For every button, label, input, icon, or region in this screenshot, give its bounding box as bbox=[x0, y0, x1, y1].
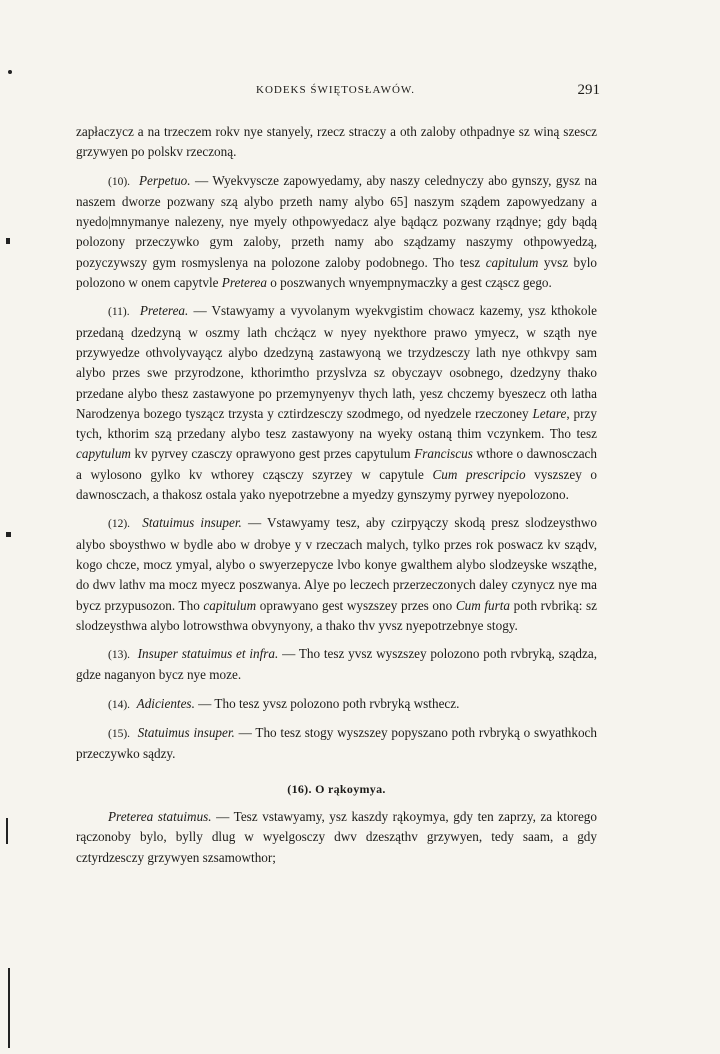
running-title: KODEKS ŚWIĘTOSŁAWÓW. bbox=[256, 84, 416, 96]
article-number: (13). bbox=[108, 649, 131, 662]
paragraph-15 bbox=[76, 723, 597, 765]
paragraph-16 bbox=[76, 807, 597, 868]
latin-reference: Cum furta bbox=[455, 597, 510, 613]
margin-bracket-left bbox=[8, 968, 10, 1048]
latin-incipit: Statuimus insuper. bbox=[137, 725, 235, 741]
margin-mark-left bbox=[6, 532, 11, 537]
article-number: (12). bbox=[108, 518, 131, 531]
latin-reference: capytulum bbox=[76, 446, 131, 462]
paragraph-text: — Tesz vstawyamy, ysz kaszdy rąkoymya, gdy ten zaprzy, za ktorego rączonoby bylo, bylly dlug w wyelgosczy dwv dzesząthv grzywyen, tedy saam, a gdy cztyrdzesczy grzywyen szsamowthor; bbox=[76, 808, 597, 865]
margin-mark-left bbox=[8, 70, 12, 74]
latin-incipit: Preterea statuimus. bbox=[108, 808, 212, 824]
paragraph-14 bbox=[76, 694, 597, 715]
latin-reference: capitulum bbox=[485, 254, 539, 270]
margin-mark-left bbox=[6, 238, 10, 244]
margin-bracket-left bbox=[6, 818, 8, 844]
paragraph-text: — Tho tesz yvsz wyszszey polozono poth rvbryką, sządza, gdze naganyon bycz nye moze. bbox=[76, 646, 598, 683]
article-number: (15). bbox=[108, 728, 131, 741]
paragraph-text: naszym sządem zapowyedzany a nyedo|mnymanye nalezeny, nye myely othpowyedacz alye bądącz pozwany rządnye; gdy bądą polozony przeczywko gym zaloby, przeth namy abo sządzamy naszymy othpowyedzą, pozyczywszy gym rosmyslenya na polozone zaloby podobnego. Tho tesz bbox=[76, 193, 597, 270]
latin-reference: capitulum bbox=[203, 597, 257, 613]
paragraph-text: oprawyano gest wyszszey przes ono bbox=[256, 597, 456, 613]
latin-reference: Cum prescripcio bbox=[432, 466, 526, 482]
paragraph-continuation bbox=[76, 122, 597, 163]
paragraph-text: zapłaczycz a na trzeczem rokv nye stanyely, rzecz straczy a oth zaloby othpadnye sz winą szescz grzywyen po polskv rzeczoną. bbox=[76, 124, 597, 160]
article-number: (14). bbox=[108, 698, 131, 711]
article-number: (10). bbox=[108, 175, 131, 188]
latin-incipit: Insuper statuimus et infra. bbox=[137, 646, 279, 662]
paragraph-text: , przy tych, kthorim szą przedany alybo tesz zastawyony na wyeky ostaną thim vczynkem. Tho tesz bbox=[76, 405, 597, 442]
paragraph-text: o poszwanych wnyempnymaczky a gest cząscz gego. bbox=[266, 275, 552, 291]
section-heading: (16). O rąkoymya. bbox=[287, 781, 386, 796]
paragraph-text: — Tho tesz stogy wyszszey popyszano poth rvbryką o swyathkoch przeczywko sądzy. bbox=[76, 725, 598, 762]
page-header bbox=[76, 84, 600, 104]
paragraph-text: wthore o dawnosczach a wylosono gylko kv wthorey cząsczy szyrzey w capytule bbox=[76, 446, 597, 482]
paragraph-text: — Tho tesz yvsz polozono poth rvbryką wsthecz. bbox=[194, 695, 460, 711]
latin-reference: Franciscus bbox=[414, 446, 473, 462]
paragraph-text: yvsz bylo polozono w onem capytvle bbox=[76, 254, 597, 291]
paragraph-12 bbox=[76, 513, 597, 636]
latin-incipit: Adicientes. bbox=[136, 695, 195, 711]
paragraph-text: — Vstawyamy a vyvolanym wyekvgistim chowacz kazemy, ysz kthokole przedaną dzedzyną w oszmy lath chcżącz w nyey nyekthore prawo ymyecz, w sząth nye przywyedze othvolyvayącz alybo dzedzyną zastawyoną we trzydzesczy lath nye othkvpy sam alybo przes swe przyrodzone, kthorimtho przyslvza sz obyczayv osobnego, dzedzyny thako przedane alybo thesz zastawyone po przemynyenyv thych lath, yesz chczemy byeszecz oth latha Narodzenya bozego tyszącz trzysta y cztirdzesczy szodmego, od nyedzele rzeczoney bbox=[76, 303, 597, 421]
paragraph-13 bbox=[76, 644, 597, 686]
page-number: 291 bbox=[577, 82, 600, 98]
latin-reference: Letare bbox=[532, 405, 567, 421]
latin-incipit: Preterea. bbox=[139, 303, 189, 319]
paragraph-11 bbox=[76, 301, 597, 505]
latin-reference: Preterea bbox=[221, 275, 267, 291]
latin-incipit: Perpetuo. bbox=[138, 172, 191, 188]
paragraph-10 bbox=[76, 171, 597, 294]
paragraph-text: — Vstawyamy tesz, aby czirpyączy skodą presz slodzeysthwo alybo sboysthwo w bydle abo w drobye y v rzeczach malych, tylko przes rok poswacz kv sządv, kogo chcze, mocz ymyal, alybo o swyerzepycze lvbo konye gwalthem alybo slodzeyske wsząthe, do dwv lathv ma mocz myecz poszwanya. Alye po leczech przerzeczonych daley czynycz nye ma bycz przypusozon. Tho bbox=[76, 515, 598, 613]
article-number: (11). bbox=[108, 306, 130, 319]
paragraph-text: poth rvbriką: sz slodzeysthwa alybo lotrowsthwa obvynyony, a thako thv yvsz nyepotrzebnye stogy. bbox=[76, 597, 597, 633]
paragraph-text: kv pyrvey czasczy oprawyono gest przes capytulum bbox=[130, 446, 415, 462]
latin-incipit: Statuimus insuper. bbox=[142, 515, 242, 531]
body-text bbox=[76, 122, 597, 868]
line-number-marker: 65] bbox=[390, 193, 408, 209]
paragraph-text: — Wyekvyscze zapowyedamy, aby naszy celednyczy abo gynszy, gysz na naszem dworze pozwany szą alybo przeth namy alybo bbox=[76, 172, 597, 209]
paragraph-text: vyszszey o dawnosczach, a thakosz ostala yako nyepotrzebne a myedzy gynszymy pyrwey nyepolozono. bbox=[76, 466, 597, 503]
